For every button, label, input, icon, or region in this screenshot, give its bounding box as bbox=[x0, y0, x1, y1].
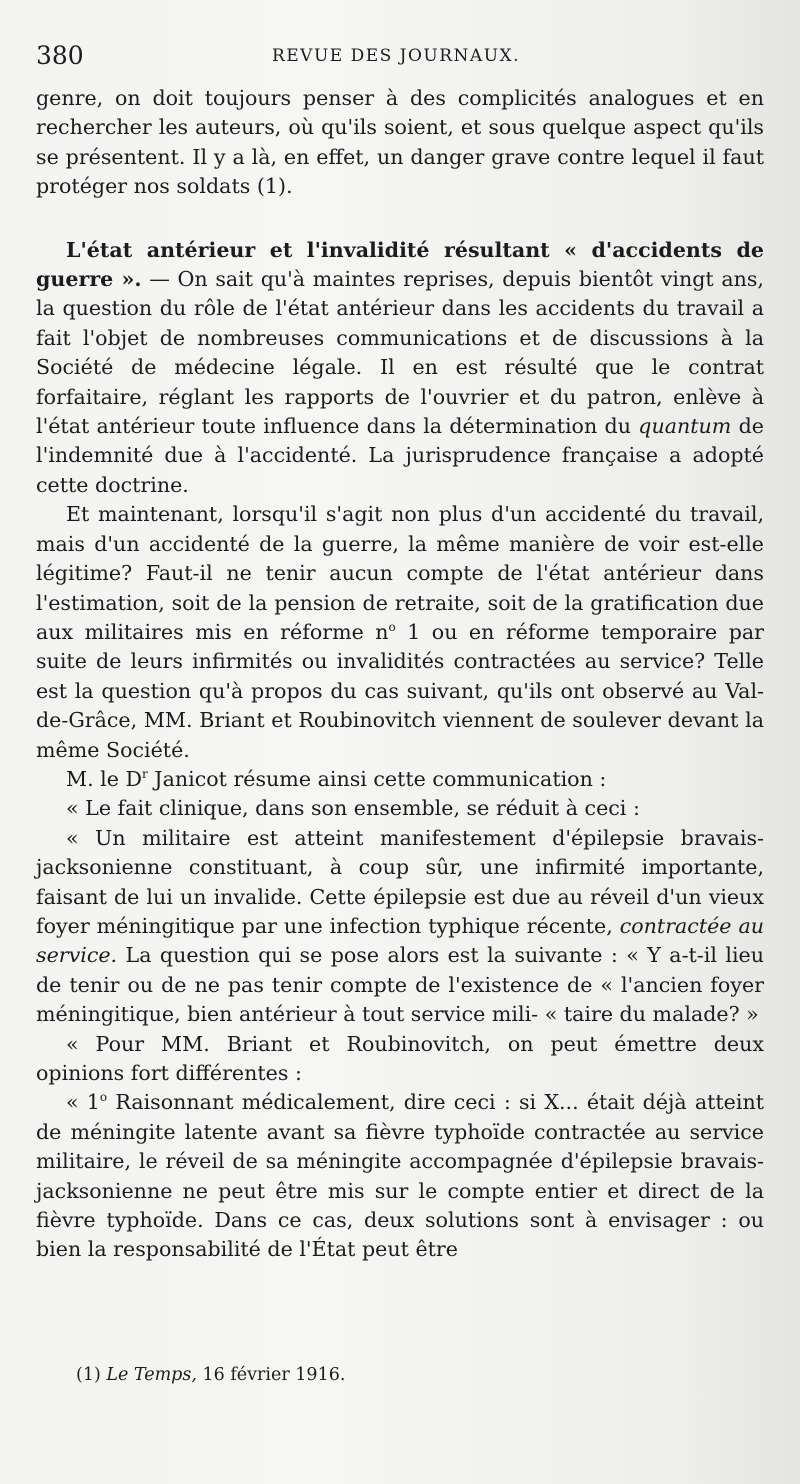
section-paragraph: L'état antérieur et l'invalidité résultant « d'accidents de guerre ». — On sait qu'à maintes reprises, depuis bientôt vingt ans, la question du rôle de l'état antérieur dans les accidents du travail a fait l'objet de nombreuses communications et de discussions à la Société de médecine légale. Il en est résulté que le contrat forfaitaire, réglant les rapports de l'ouvrier et du patron, enlève à l'état antérieur toute influence dans la détermination du quantum de l'indemnité due à l'accidenté. La jurisprudence française a adopté cette doctrine. bbox=[36, 237, 764, 497]
section-title: L'état antérieur et l'invalidité résultant « d'accidents de guerre ». bbox=[36, 237, 764, 292]
page-number: 380 bbox=[36, 41, 84, 70]
footnote bbox=[76, 1362, 764, 1388]
section-spacer bbox=[36, 202, 764, 236]
footnote-date: 16 février 1916. bbox=[196, 1365, 346, 1385]
running-title: REVUE DES JOURNAUX. bbox=[271, 46, 521, 66]
paragraph-continuation: genre, on doit toujours penser à des complicités analogues et en rechercher les auteurs, où qu'ils soient, et sous quelque aspect qu'ils se présentent. Il y a là, en effet, un danger grave contre lequel il faut protéger nos soldats (1). bbox=[36, 86, 764, 199]
paragraph: M. le $D^r$ Janicot résume ainsi cette communication : bbox=[66, 766, 607, 791]
footnote-source: Le Temps, bbox=[106, 1365, 197, 1385]
page-header bbox=[36, 38, 756, 78]
paragraph: Et maintenant, lorsqu'il s'agit non plus d'un accidenté du travail, mais d'un accidenté de la guerre, la même manière de voir est-elle légitime? Faut-il ne tenir aucun compte de l'état antérieur dans l'estimation, soit de la pension de retraite, soit de la gratification due aux militaires mis en réforme $n^o$ 1 ou en réforme temporaire par suite de leurs infirmités ou invalidités contractées au service? Telle est la question qu'à propos du cas suivant, qu'ils ont observé au Val-de-Grâce, MM. Briant et Roubinovitch viennent de soulever devant la même Société. bbox=[36, 502, 765, 762]
paragraph: « Pour MM. Briant et Roubinovitch, on peut émettre deux opinions fort différentes : bbox=[36, 1031, 764, 1085]
footnote-marker: (1) bbox=[76, 1365, 101, 1385]
paragraph: « Le fait clinique, dans son ensemble, se réduit à ceci : bbox=[66, 796, 640, 821]
paragraph: « 1$^o$ Raisonnant médicalement, dire ceci : si X... était déjà atteint de méningite latente avant sa fièvre typhoïde contractée au service militaire, le réveil de sa méningite accompagnée d'épilepsie bravais-jacksonienne ne peut être mis sur le compte entier et direct de la fièvre typhoïde. Dans ce cas, deux solutions sont à envisager : ou bien la responsabilité de l'État peut être bbox=[36, 1090, 764, 1262]
paragraph: « Un militaire est atteint manifestement d'épilepsie bravais-jacksonienne constituant, à coup sûr, une infirmité importante, faisant de lui un invalide. Cette épilepsie est due au réveil d'un vieux foyer méningitique par une infection typhique récente, contractée au service. La question qui se pose alors est la suivante : « Y a-t-il lieu de tenir ou de ne pas tenir compte de l'existence de « l'ancien foyer méningitique, bien antérieur à tout service mili- « taire du malade? » bbox=[36, 825, 764, 1027]
body-text bbox=[36, 84, 764, 1265]
